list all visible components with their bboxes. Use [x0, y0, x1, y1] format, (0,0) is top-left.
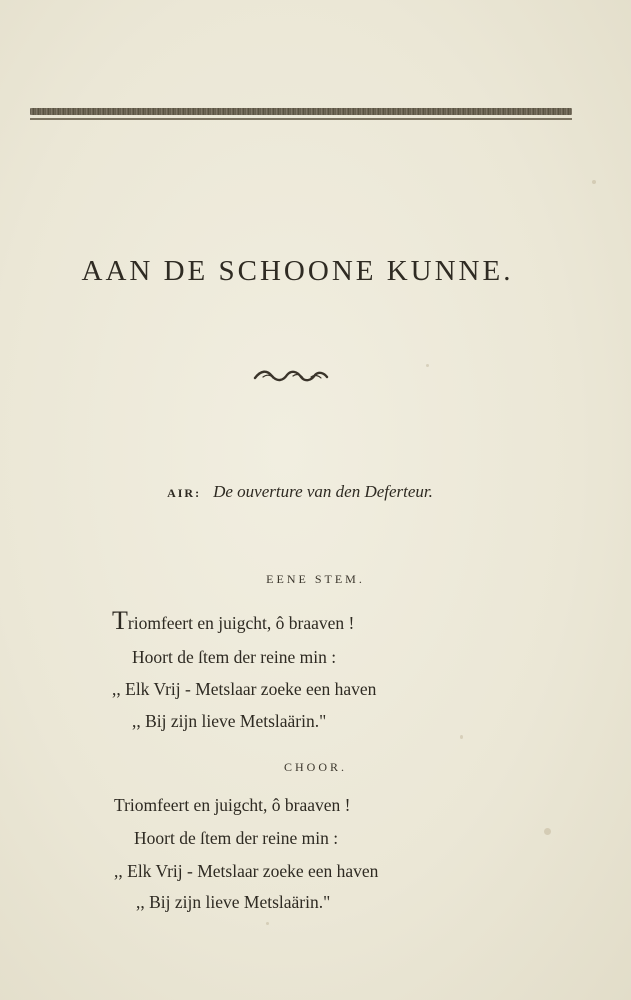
paper-speck: [460, 735, 463, 739]
paper-speck: [426, 364, 429, 367]
verse-line: ,, Elk Vrij - Metslaar zoeke een haven: [112, 679, 377, 699]
paper-speck: [544, 828, 551, 835]
verse-line: [112, 608, 354, 634]
tune-name: De ouverture van den Deferteur.: [213, 482, 433, 501]
verse-line: ,, Bij zijn lieve Metslaärin.": [136, 892, 331, 912]
speaker-heading: EENE STEM.: [266, 572, 365, 586]
verse-line: ,, Elk Vrij - Metslaar zoeke een haven: [114, 861, 379, 881]
drop-cap: T: [112, 606, 128, 635]
verse-line-text: riomfeert en juigcht, ô braaven !: [127, 613, 355, 633]
decorative-flourish-icon: [253, 368, 329, 384]
verse-line: Hoort de ſtem der reine min :: [132, 647, 337, 667]
verse-line: Hoort de ſtem der reine min :: [134, 828, 339, 848]
top-ornamental-rule: [30, 108, 572, 115]
verse-line: Triomfeert en juigcht, ô braaven !: [114, 795, 351, 815]
paper-speck: [266, 922, 269, 925]
page-title: AAN DE SCHOONE KUNNE.: [81, 255, 514, 287]
tune-indication: [0, 482, 600, 502]
tune-label: AIR:: [167, 486, 202, 500]
speaker-heading: CHOOR.: [283, 760, 347, 774]
paper-speck: [592, 180, 596, 184]
verse-line: ,, Bij zijn lieve Metslaärin.": [132, 711, 327, 731]
top-thin-rule: [30, 118, 572, 120]
